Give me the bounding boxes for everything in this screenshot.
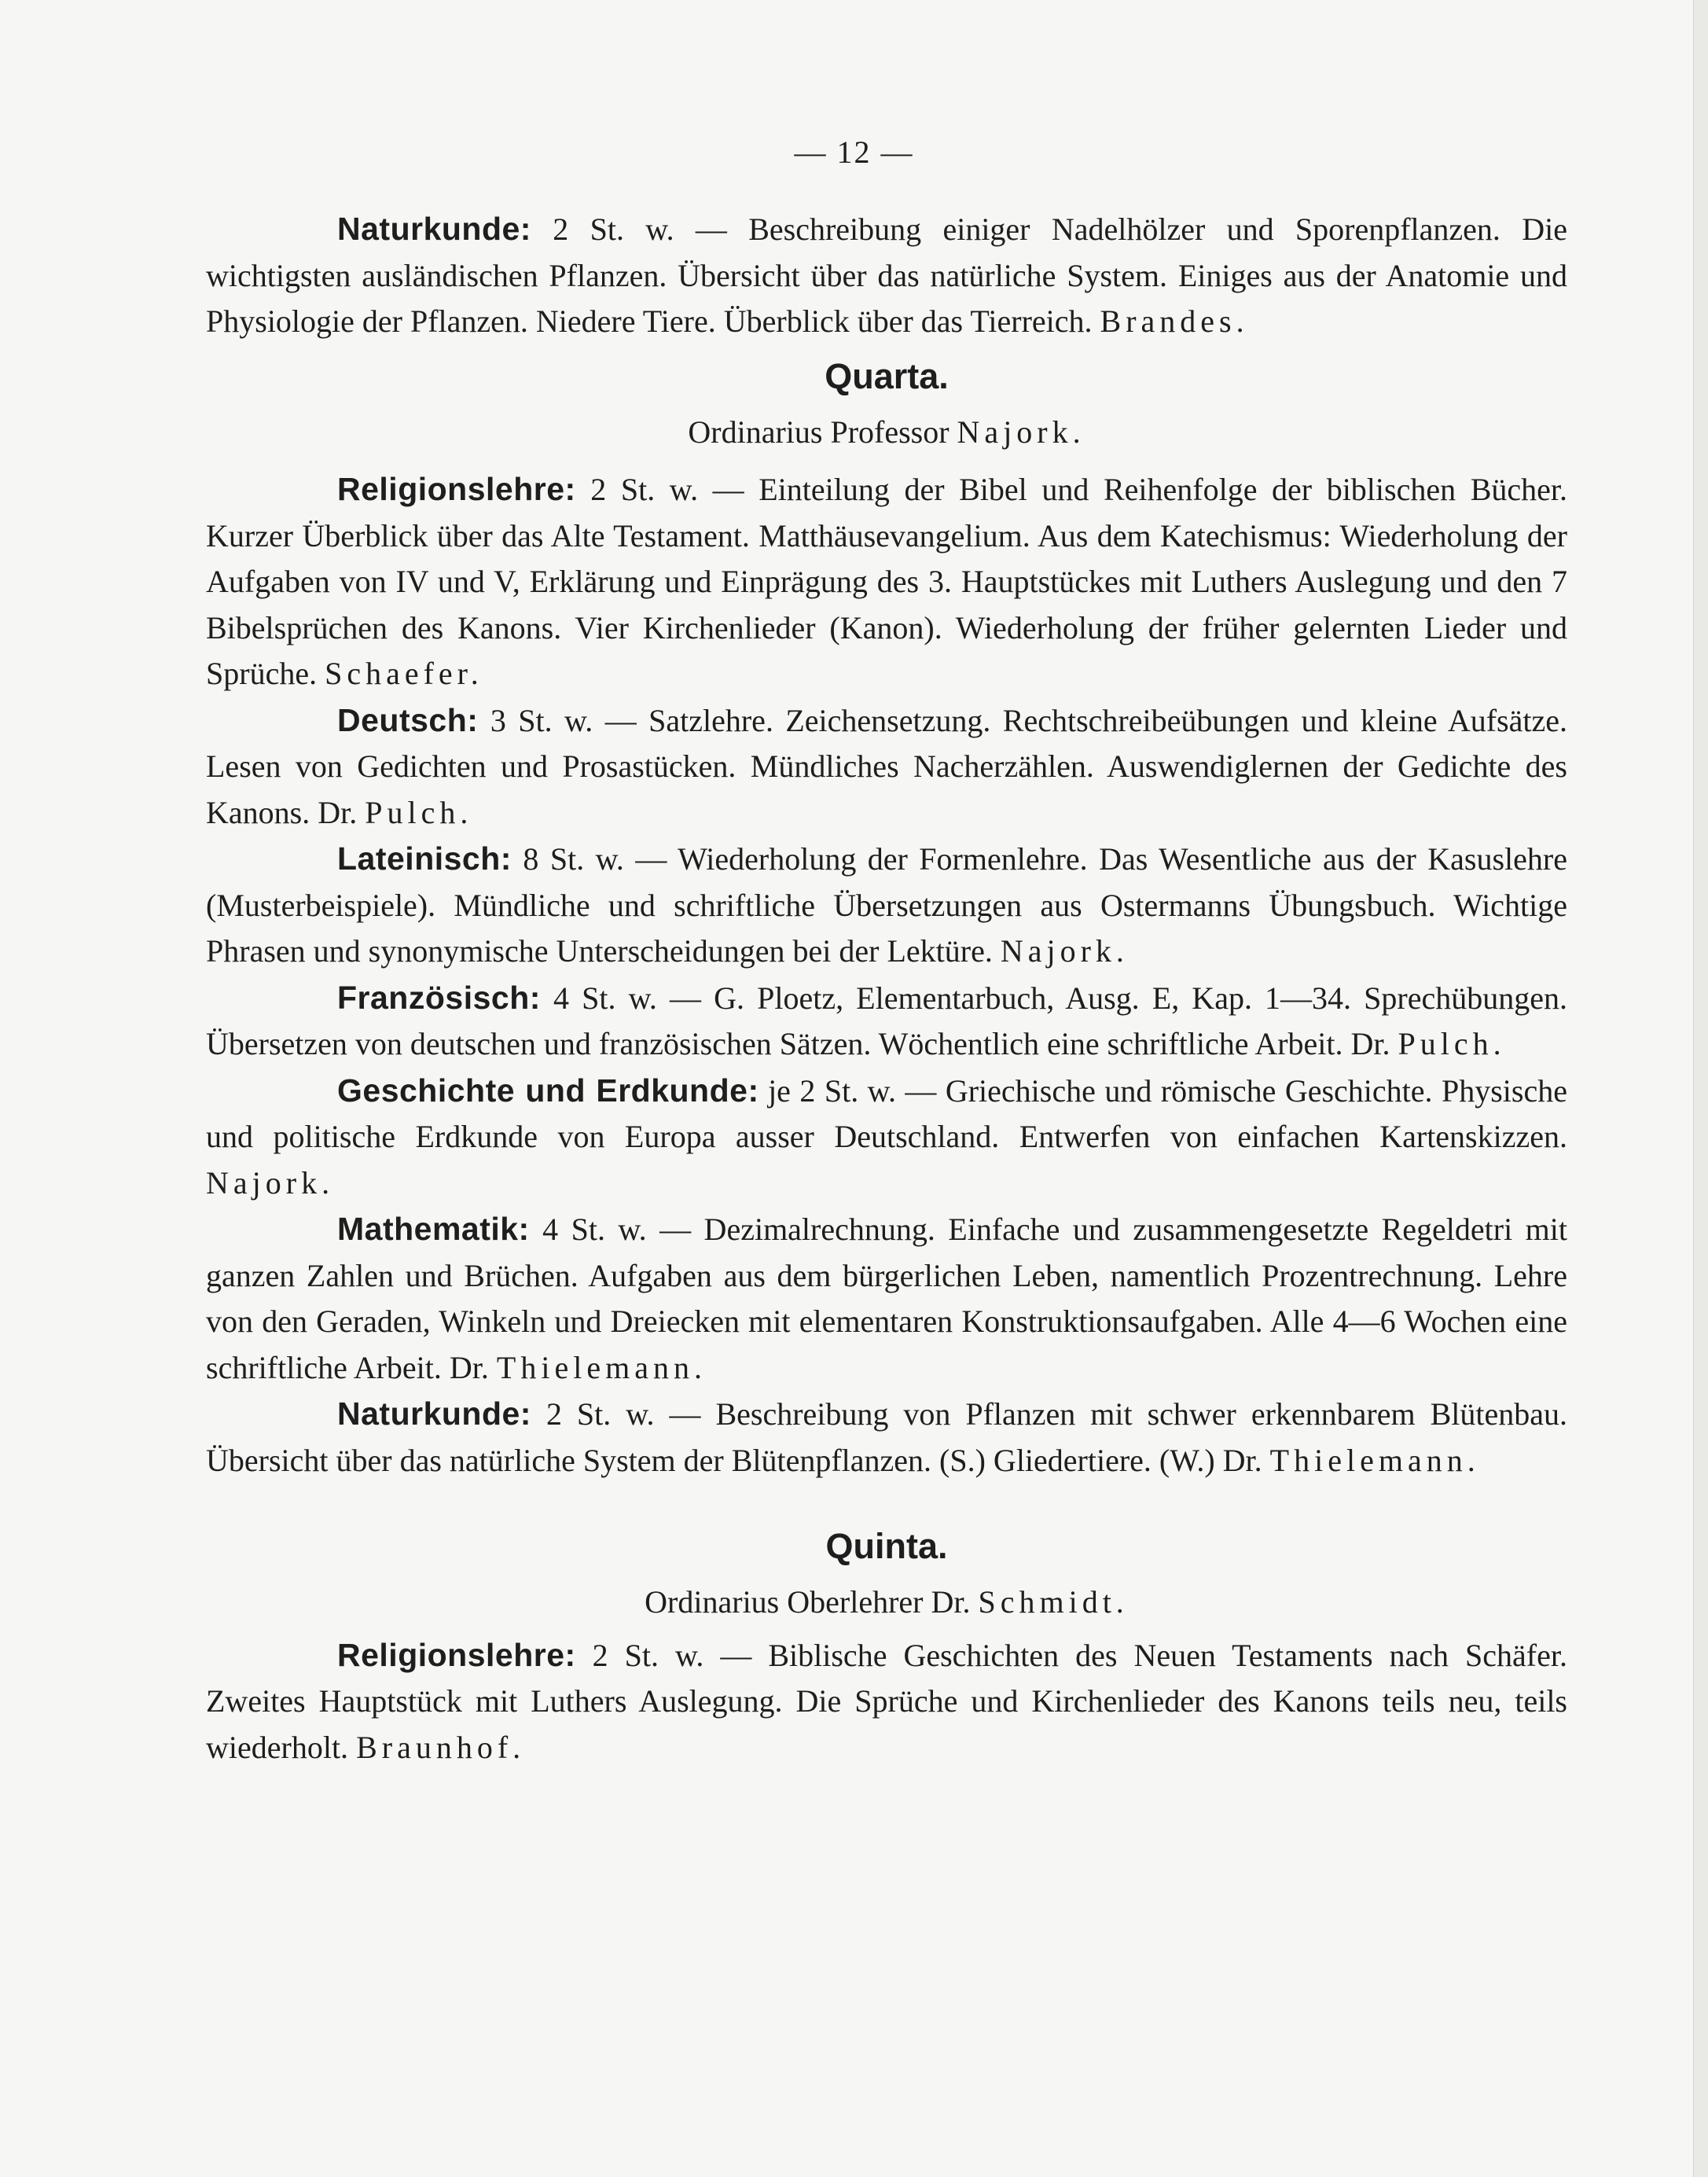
subject-heading: Französisch: (337, 979, 541, 1016)
subject-heading: Lateinisch: (337, 840, 512, 877)
paragraph-text: 3 St. w. — Satzlehre. Zeichensetzung. Rechtschreibeübungen und kleine Aufsätze. Lesen von Gedichten und Prosastücken. Mündliches Nacherzählen. Auswendiglernen der Gedichte des Kanons. Dr. (206, 702, 1567, 830)
page-number: — 12 — (794, 134, 914, 170)
teacher-name: Thielemann. (496, 1349, 707, 1385)
teacher-name: Braunhof. (356, 1729, 526, 1765)
subject-heading: Religionslehre: (337, 1636, 576, 1673)
ordinarius-prefix: Ordinarius Professor (688, 414, 957, 450)
religionslehre-quinta-paragraph (206, 1632, 1567, 1771)
paragraph-text: 4 St. w. — Dezimalrechnung. Einfache und zusammengesetzte Regeldetri mit ganzen Zahlen und Brüchen. Aufgaben aus dem bürgerlichen Leben, namentlich Prozentrechnung. Lehre von den Geraden, Winkeln und Dreiecken mit elementaren Konstruktionsaufgaben. Alle 4—6 Wochen eine schriftliche Arbeit. Dr. (206, 1212, 1567, 1385)
subject-heading: Deutsch: (337, 701, 479, 738)
section-title-quinta: Quinta. (825, 1526, 948, 1566)
ordinarius-quinta (206, 1579, 1567, 1626)
lateinisch-quarta-paragraph (206, 836, 1567, 975)
franzoesisch-quarta-paragraph (206, 975, 1567, 1068)
ordinarius-prefix: Ordinarius Oberlehrer Dr. (645, 1584, 979, 1620)
religionslehre-quarta-paragraph (206, 466, 1567, 697)
paragraph-text: 2 St. w. — Beschreibung von Pflanzen mit schwer erkennbarem Blütenbau. Übersicht über das natürliche System der Blütenpflanzen. (S.) Gliedertiere. (W.) Dr. (206, 1396, 1567, 1478)
paragraph-text: 2 St. w. — Biblische Geschichten des Neuen Testaments nach Schäfer. Zweites Hauptstück mit Luthers Auslegung. Die Sprüche und Kirchenlieder des Kanons teils neu, teils wiederholt. (206, 1637, 1567, 1765)
teacher-name: Thielemann. (1269, 1442, 1480, 1478)
paragraph-text: je 2 St. w. — Griechische und römische Geschichte. Physische und politische Erdkunde von Europa ausser Deutschland. Entwerfen von einfachen Kartenskizzen. (206, 1072, 1567, 1154)
ordinarius-name: Schmidt. (978, 1584, 1129, 1620)
subject-heading: Naturkunde: (337, 1396, 531, 1432)
paragraph-text: 2 St. w. — Einteilung der Bibel und Reihenfolge der biblischen Bücher. Kurzer Überblick über das Alte Testament. Matthäusevangelium. Aus dem Katechismus: Wiederholung der Aufgaben von IV und V, Erklärung und Einprägung des 3. Hauptstückes mit Luthers Auslegung und den 7 Bibelsprüchen des Kanons. Vier Kirchenlieder (Kanon). Wiederholung der früher gelernten Lieder und Sprüche. (206, 472, 1567, 691)
page-edge (1693, 0, 1708, 2177)
teacher-name: Pulch. (1398, 1026, 1506, 1061)
teacher-name: Najork. (206, 1164, 335, 1201)
subject-heading: Religionslehre: (337, 471, 576, 507)
paragraph-text: 2 St. w. — Beschreibung einiger Nadelhölzer und Sporenpflanzen. Die wichtigsten ausländischen Pflanzen. Übersicht über das natürliche System. Einiges aus der Anatomie und Physiologie der Pflanzen. Niedere Tiere. Überblick über das Tierreich. (206, 211, 1567, 339)
paragraph-text: 8 St. w. — Wiederholung der Formenlehre. Das Wesentliche aus der Kasuslehre (Musterbeispiele). Mündliche und schriftliche Übersetzungen aus Ostermanns Übungsbuch. Wichtige Phrasen und synonymische Unterscheidungen bei der Lektüre. (206, 841, 1567, 969)
subject-heading: Naturkunde: (337, 211, 531, 247)
paragraph-text: 4 St. w. — G. Ploetz, Elementarbuch, Ausg. E, Kap. 1—34. Sprechübungen. Übersetzen von deutschen und französischen Sätzen. Wöchentlich eine schriftliche Arbeit. Dr. (206, 980, 1567, 1061)
geschichte-erdkunde-quarta-paragraph (206, 1068, 1567, 1207)
ordinarius-quarta (206, 410, 1567, 456)
mathematik-quarta-paragraph (206, 1206, 1567, 1391)
deutsch-quarta-paragraph (206, 697, 1567, 837)
teacher-name: Schaefer. (325, 656, 483, 691)
naturkunde-sexta-paragraph (206, 206, 1567, 345)
teacher-name: Pulch. (365, 794, 473, 830)
teacher-name: Brandes. (1100, 303, 1249, 339)
page-content (206, 206, 1567, 1771)
ordinarius-name: Najork. (957, 414, 1085, 450)
section-title-quarta: Quarta. (825, 355, 949, 396)
subject-heading: Geschichte und Erdkunde: (337, 1072, 759, 1109)
teacher-name: Najork. (1000, 933, 1129, 969)
subject-heading: Mathematik: (337, 1211, 530, 1247)
naturkunde-quarta-paragraph (206, 1391, 1567, 1484)
